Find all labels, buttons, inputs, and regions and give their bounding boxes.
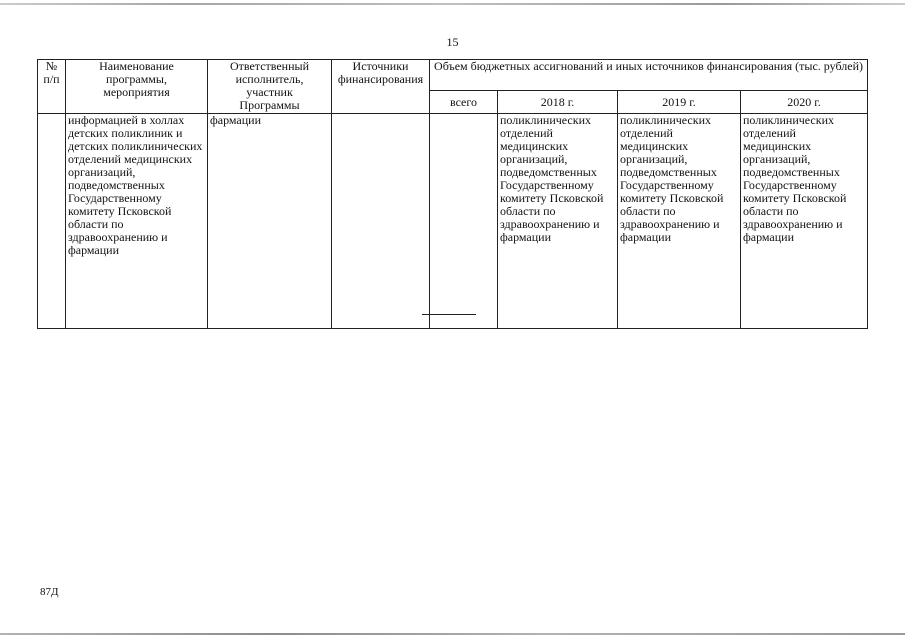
cell-num bbox=[38, 114, 66, 329]
cell-year-2019: поликлинических отделений медицинских организаций, подведомственных Государственному комитету Псковской области по здравоохранению и фармации bbox=[618, 114, 741, 329]
header-year-2019: 2019 г. bbox=[618, 91, 741, 114]
page-number: 15 bbox=[446, 35, 459, 49]
header-funding-volume: Объем бюджетных ассигнований и иных источников финансирования (тыс. рублей) bbox=[430, 60, 868, 91]
scan-edge-top bbox=[0, 3, 905, 5]
cell-total bbox=[430, 114, 498, 329]
cell-responsible: фармации bbox=[208, 114, 332, 329]
cell-program-name: информацией в холлах детских поликлиник и детских поликлинических отделений медицинских организаций, подведомственных Государственному комитету Псковской области по здравоохранению и фармации bbox=[66, 114, 208, 329]
table-row bbox=[38, 114, 868, 329]
end-divider bbox=[422, 314, 476, 315]
header-program-name: Наименование программы, мероприятия bbox=[66, 60, 208, 114]
header-total: всего bbox=[430, 91, 498, 114]
header-funding-sources: Источники финансирования bbox=[332, 60, 430, 114]
scan-edge-bottom bbox=[0, 633, 905, 635]
program-table bbox=[37, 59, 868, 329]
cell-year-2020: поликлинических отделений медицинских организаций, подведомственных Государственному комитету Псковской области по здравоохранению и фармации bbox=[741, 114, 868, 329]
header-num: № п/п bbox=[38, 60, 66, 114]
cell-year-2018: поликлинических отделений медицинских организаций, подведомственных Государственному комитету Псковской области по здравоохранению и фармации bbox=[498, 114, 618, 329]
header-year-2020: 2020 г. bbox=[741, 91, 868, 114]
cell-funding-sources bbox=[332, 114, 430, 329]
document-code: 87Д bbox=[40, 586, 59, 598]
header-year-2018: 2018 г. bbox=[498, 91, 618, 114]
header-row bbox=[38, 60, 868, 91]
header-responsible: Ответственный исполнитель, участник Программы bbox=[208, 60, 332, 114]
